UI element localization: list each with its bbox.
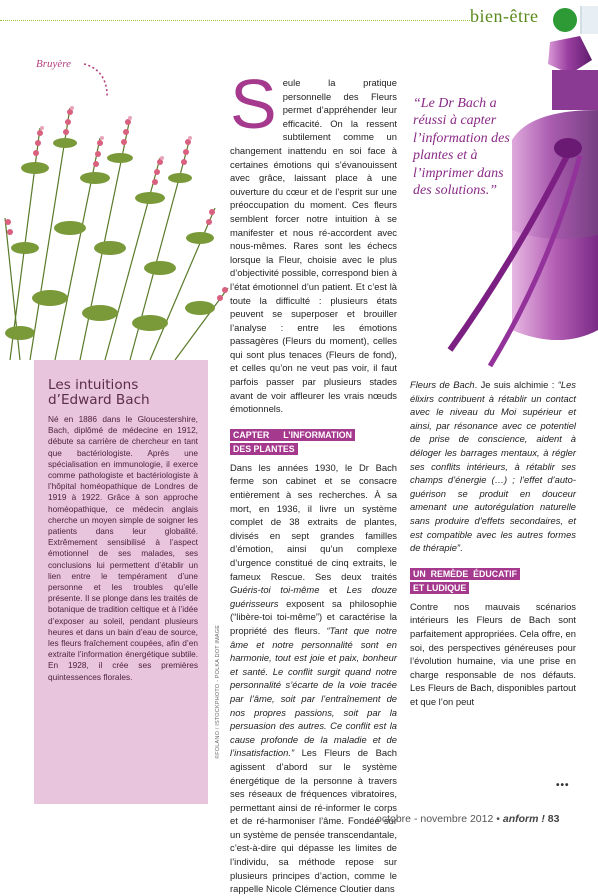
- section-dot-icon: [553, 8, 577, 32]
- article-intro: eule la pratique personnelle des Fleurs permet d’appréhender leur efficacité. On la ressent subtilement comme un changement inattendu en soi face à certaines émotions qui s’évanouissent avec grâce, laissant place à une ouverture du cœur et de l’esprit sur une préoccupation du moment. Ces fleurs semblent forcer notre intuition à se manifester et nous ré-accordent avec nous-mêmes. Rares sont les échecs lorsque la Fleur, choisie avec le plus d’objectivité possible, correspond bien à l’état émotionnel d’un patient. Et c’est là toute la difficulté : plusieurs états peuvent se superposer et brouiller l’analyse : entre les émotions passagères (Fleurs du moment), celles qui sont plus tenaces (Fleurs de fond), et celles qu’on ne veut pas voir, il faut parfois passer par plusieurs stades avant de voir affleurer les vrais nœuds émotionnels.: [230, 77, 397, 415]
- article-paragraph-1: [230, 461, 397, 896]
- text-run: . Je suis alchimie :: [474, 379, 558, 390]
- text-run: Les Fleurs de Bach agissent d’abord sur le système énergétique de la personne à travers ses réseaux de fréquences vibratoires, permettant ainsi de ré-informer le corps et de ré-harmoniser l’âme. Fondée sur un système de pensée transcendantale, c’est-à-dire qui dépasse les limites de l’individu, sa méthode repose sur plusieurs principes d’action, comme le rappelle Nicole Clémence Cloutier dans: [230, 747, 397, 895]
- article-column-2: [410, 378, 576, 708]
- issue-date: octobre - novembre 2012: [376, 813, 494, 825]
- sidebar-body: Né en 1886 dans le Gloucestershire, Bach, diplômé de médecine en 1912, débute sa carrière de chercheur en tant que bactériologiste. Après une spécialisation en immunologie, il exerce comme pathologiste et bactériologiste à l’hôpital homéopathique de Londres de 1919 à 1922. Grâce à son approche homéopathique, ce médecin anglais cherche un moyen simple de soigner les patients dans leur globalité. Extrêmement sensibilisé à l’aspect émotionnel de ses malades, ses conclusions lui permettent d’établir un lien entre le tempérament d’une personne et les troubles qu’elle présente. Il se plonge dans les traités de botanique de tradition celtique et à l’idée d’exposer au soleil, pendant plusieurs heures et dans un bain d’eau de source, les fleurs fraîchement coupées, afin d’en extraite l’information énergétique subtile. En 1928, il crée ses premières quintessences florales.: [48, 414, 198, 682]
- article-paragraph-2: Contre nos mauvais scénarios intérieurs les Fleurs de Bach sont parfaitement appropriées. Cela offre, en soi, des perspectives généreuses pour l’évolution humaine, via une prise en charge responsable de nos défauts. Les Fleurs de Bach, disponibles partout et que l’on peut: [410, 600, 576, 707]
- subhead-capter-wrap: [230, 428, 355, 457]
- article-paragraph-1-continued: [410, 378, 576, 555]
- quote-run: “Tant que notre âme et notre personnalité sont en harmonie, tout est joie et paix, bonheur et santé. Le conflit surgit quand notre personnalité s’écarte de la voie tracée par l’âme, soit par l’entraînement de nos propres passions, soit par la persuasion des autres. Ce conflit est la cause profonde de la maladie et de l’insatisfaction.”: [230, 624, 397, 759]
- sidebar-title: Les intuitions d’Edward Bach: [48, 377, 150, 408]
- text-run: .: [460, 542, 463, 554]
- header-rule: [0, 20, 470, 21]
- pull-quote: “Le Dr Bach a réussi à capter l’information des plantes et à l’imprimer dans des solutions.”: [413, 96, 510, 199]
- book-title: Fleurs de Bach: [410, 379, 475, 390]
- footer-bullet: •: [496, 813, 500, 825]
- text-run: Dans les années 1930, le Dr Bach ferme son cabinet et se consacre entièrement à ses recherches. À sa mort, en 1936, il livre un système complet de 38 extraits de plantes, divisés en sept grandes familles d’émotion, ainsi qu’un complexe d’urgence constitué de cinq extraits, le fameux Rescue. Ses deux traités: [230, 461, 397, 582]
- magazine-name: anform !: [502, 813, 545, 825]
- photo-credit: [208, 560, 221, 760]
- bottle-photo: [420, 30, 598, 370]
- page-number: 83: [547, 813, 560, 825]
- page-footer: [376, 813, 559, 825]
- quote-run: “Les élixirs contribuent à rétablir un contact avec le niveau du Moi supérieur et ainsi, par résonance avec ce potentiel de prise de conscience, aident à déloger les barrages mentaux, à régler ses conflits intérieurs, à rétablir ses champs d’énergie (…) ; l’effet d’auto-guérison se produit en douceur amenant une autorégulation naturelle sans produire d’effets secondaires, et est compatible avec les autres formes de thérapie”: [410, 379, 576, 554]
- heather-photo: [0, 98, 232, 360]
- text-run: exposent sa philosophie (“libère-toi toi-même”) et caractérise la propriété des fleurs.: [230, 597, 397, 636]
- subhead-remede-wrap: [410, 567, 520, 596]
- photo-credit-text: ©FOLANO / ISTOCKPHOTO - POLKA DOT IMAGE: [215, 624, 221, 759]
- heather-caption: Bruyère: [36, 58, 72, 70]
- drop-cap: S: [230, 65, 277, 143]
- article-column-1: [230, 65, 398, 896]
- subhead-remede: UN REMÈDE ÉDUCATIF ET LUDIQUE: [410, 568, 520, 595]
- text-run: et: [319, 584, 347, 596]
- continued-marker: •••: [556, 780, 570, 791]
- section-tag: bien-être: [470, 6, 539, 26]
- sidebar-box: [34, 360, 208, 804]
- book-title: Les douze guérisseurs: [230, 584, 398, 609]
- subhead-capter: CAPTER L’INFORMATION DES PLANTES: [230, 429, 355, 456]
- book-title: Guéris-toi toi-même: [230, 584, 320, 596]
